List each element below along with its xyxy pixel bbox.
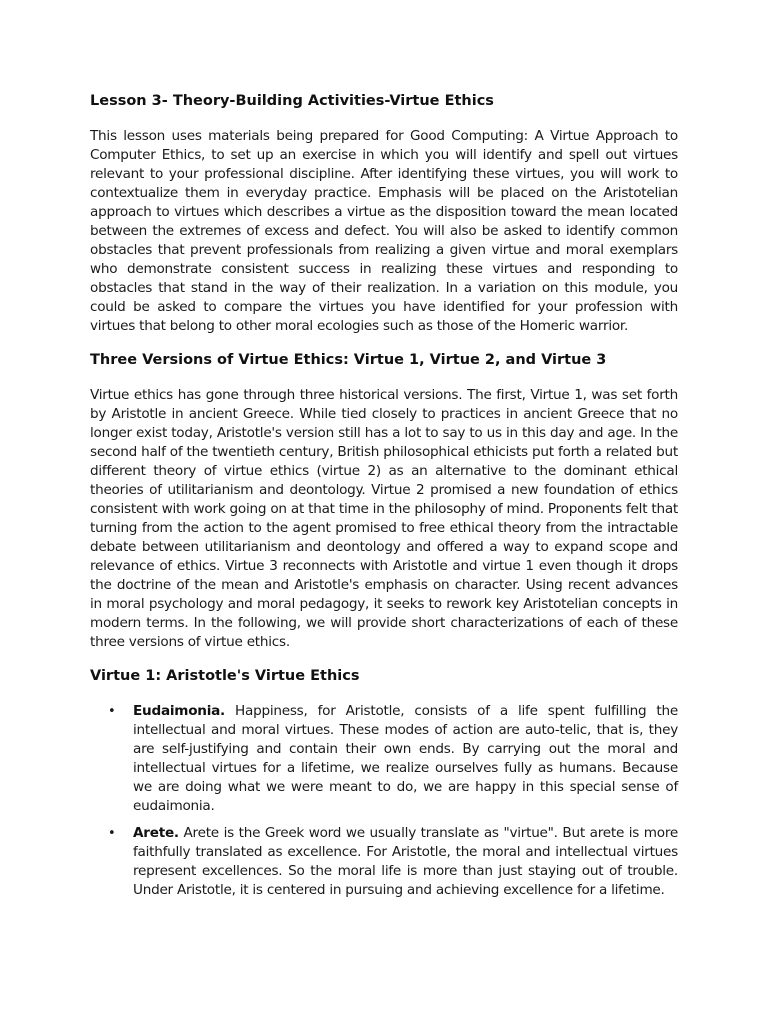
eudaimonia-description: Happiness, for Aristotle, consists of a life spent fulfilling the intellectual and moral virtues. These modes of action are auto-telic, that is, they are self-justifying and contain their own ends. By carrying out the moral and intellectual virtues for a lifetime, we realize ourselves fully as humans. Because we are doing what we were meant to do, we are happy in this special sense of eudaimonia. [133,703,678,814]
list-item [108,702,678,816]
arete-description: Arete is the Greek word we usually translate as "virtue". But arete is more faithfully translated as excellence. For Aristotle, the moral and intellectual virtues represent excellences. So the moral life is more than just staying out of trouble. Under Aristotle, it is centered in pursuing and achieving excellence for a lifetime. [133,825,678,898]
bullet-dot-icon: • [108,826,116,841]
virtue-1-bullet-list [90,702,678,900]
term-arete: Arete. [133,825,179,841]
bullet-dot-icon: • [108,704,116,719]
lesson-title: Lesson 3- Theory-Building Activities-Virtue Ethics [90,93,494,109]
three-versions-paragraph: Virtue ethics has gone through three historical versions. The first, Virtue 1, was set forth by Aristotle in ancient Greece. While tied closely to practices in ancient Greece that no longer exist today, Aristotle's version still has a lot to say to us in this day and age. In the second half of the twentieth century, British philosophical ethicists put forth a related but different theory of virtue ethics (virtue 2) as an alternative to the dominant ethical theories of utilitarianism and deontology. Virtue 2 promised a new foundation of ethics consistent with work going on at that time in the philosophy of mind. Proponents felt that turning from the action to the agent promised to free ethical theory from the intractable debate between utilitarianism and deontology and offered a way to expand scope and relevance of ethics. Virtue 3 reconnects with Aristotle and virtue 1 even though it drops the doctrine of the mean and Aristotle's emphasis on character. Using recent advances in moral psychology and moral pedagogy, it seeks to rework key Aristotelian concepts in modern terms. In the following, we will provide short characterizations of each of these three versions of virtue ethics. [90,387,678,650]
section-heading-virtue-1: Virtue 1: Aristotle's Virtue Ethics [90,668,360,684]
section-heading-three-versions: Three Versions of Virtue Ethics: Virtue 1, Virtue 2, and Virtue 3 [90,352,607,368]
list-item [108,824,678,900]
term-eudaimonia: Eudaimonia. [133,703,225,719]
intro-paragraph: This lesson uses materials being prepared for Good Computing: A Virtue Approach to Computer Ethics, to set up an exercise in which you will identify and spell out virtues relevant to your professional discipline. After identifying these virtues, you will work to contextualize them in everyday practice. Emphasis will be placed on the Aristotelian approach to virtues which describes a virtue as the disposition toward the mean located between the extremes of excess and defect. You will also be asked to identify common obstacles that prevent professionals from realizing a given virtue and moral exemplars who demonstrate consistent success in realizing these virtues and responding to obstacles that stand in the way of their realization. In a variation on this module, you could be asked to compare the virtues you have identified for your profession with virtues that belong to other moral ecologies such as those of the Homeric warrior. [90,128,678,334]
